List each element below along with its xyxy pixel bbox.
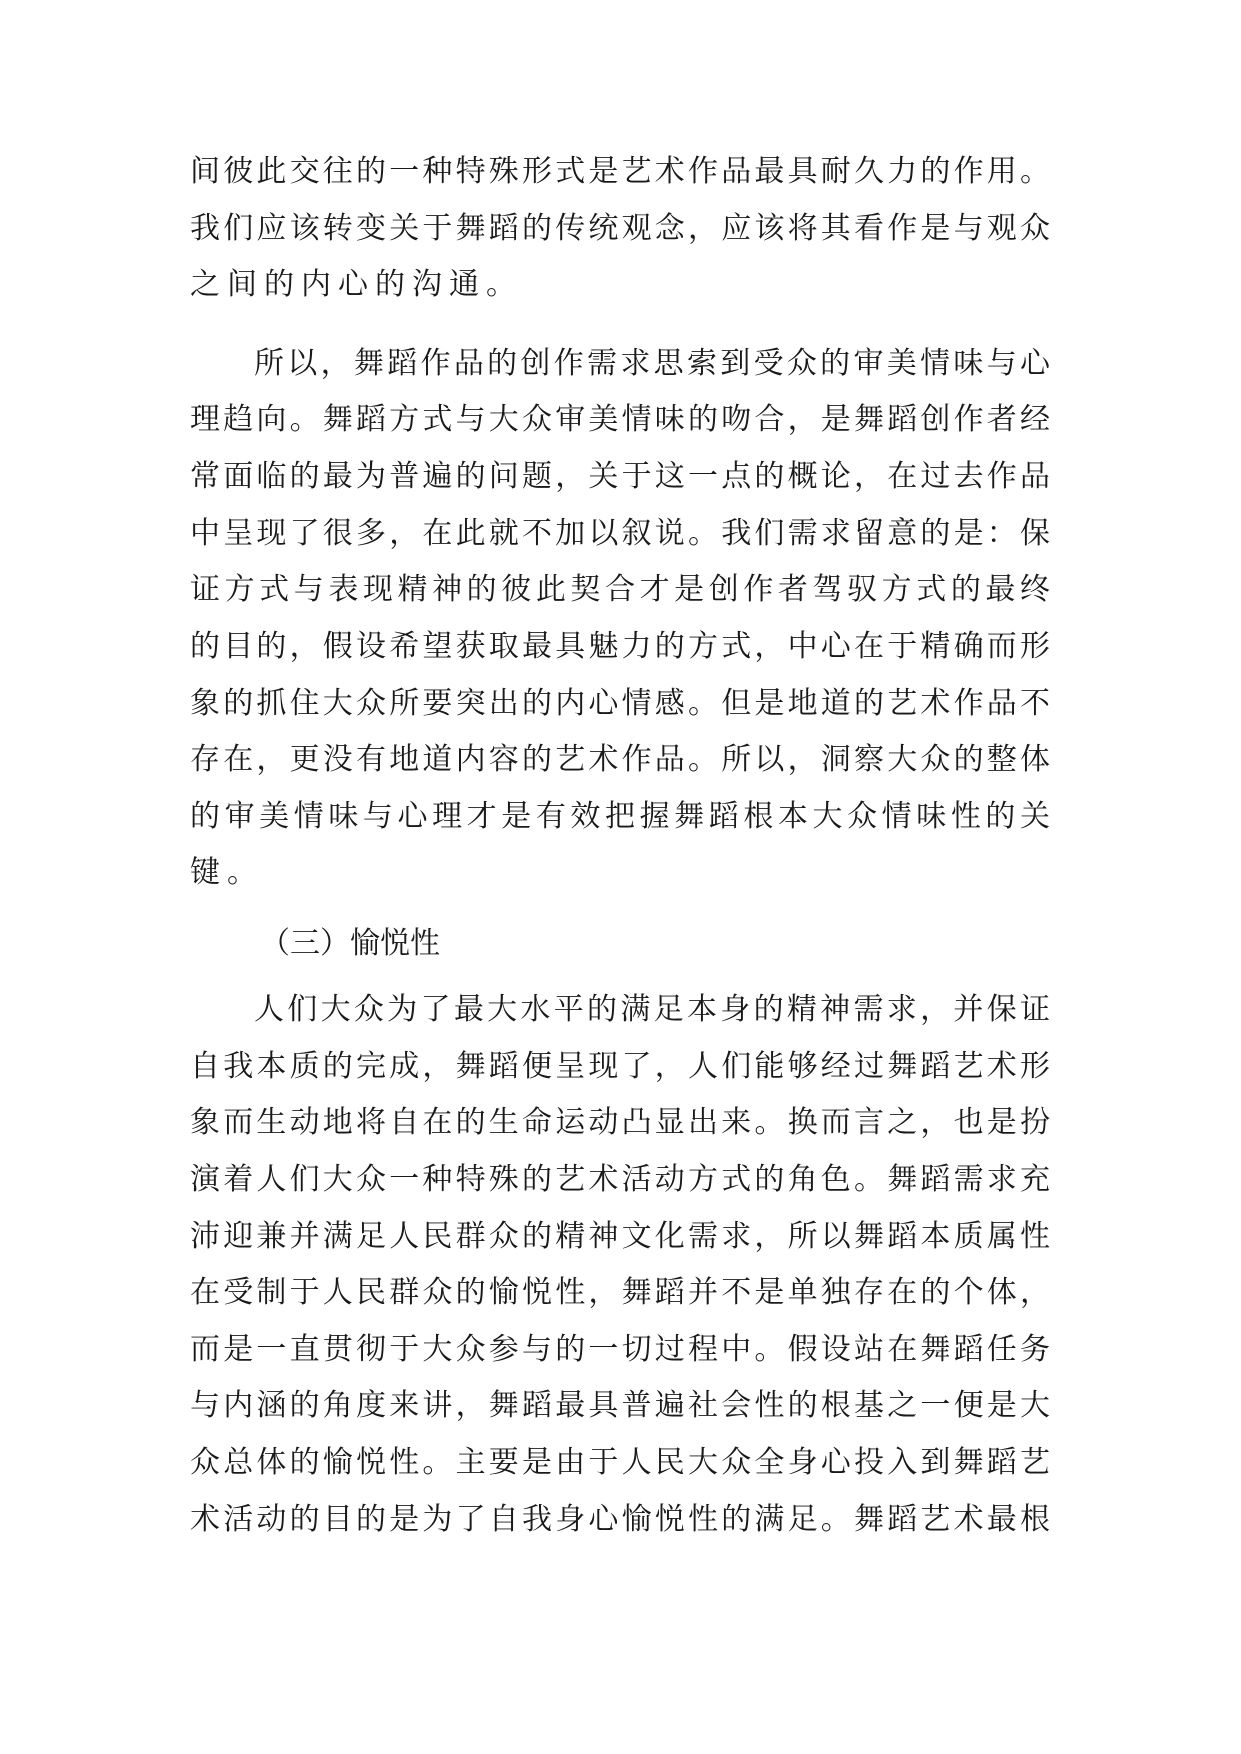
text-line: 而是一直贯彻于大众参与的一切过程中。假设站在舞蹈任务 xyxy=(190,1332,1050,1367)
text-line: 之间的内心的沟通。 xyxy=(190,267,523,302)
text-line: 的目的，假设希望获取最具魅力的方式，中心在于精确而形 xyxy=(190,629,1050,664)
text-line: 存在，更没有地道内容的艺术作品。所以，洞察大众的整体 xyxy=(190,742,1050,777)
text-line: 常面临的最为普遍的问题，关于这一点的概论，在过去作品 xyxy=(190,459,1050,494)
text-line: 键。 xyxy=(190,855,264,890)
text-line: 我们应该转变关于舞蹈的传统观念，应该将其看作是与观众 xyxy=(190,211,1050,246)
text-line: 与内涵的角度来讲，舞蹈最具普遍社会性的根基之一便是大 xyxy=(190,1388,1050,1423)
text-line: 理趋向。舞蹈方式与大众审美情味的吻合，是舞蹈创作者经 xyxy=(190,402,1050,437)
section-heading: （三）愉悦性 xyxy=(260,926,440,961)
text-line: 人们大众为了最大水平的满足本身的精神需求，并保证 xyxy=(254,992,1050,1027)
text-line: 演着人们大众一种特殊的艺术活动方式的角色。舞蹈需求充 xyxy=(190,1162,1050,1197)
text-line: 中呈现了很多，在此就不加以叙说。我们需求留意的是：保 xyxy=(190,516,1050,551)
text-line: 的审美情味与心理才是有效把握舞蹈根本大众情味性的关 xyxy=(190,799,1050,834)
text-line: 证方式与表现精神的彼此契合才是创作者驾驭方式的最终 xyxy=(190,572,1050,607)
text-line: 众总体的愉悦性。主要是由于人民大众全身心投入到舞蹈艺 xyxy=(190,1445,1050,1480)
text-line: 沛迎兼并满足人民群众的精神文化需求，所以舞蹈本质属性 xyxy=(190,1219,1050,1254)
text-line: 在受制于人民群众的愉悦性，舞蹈并不是单独存在的个体， xyxy=(190,1275,1050,1310)
text-line: 象而生动地将自在的生命运动凸显出来。换而言之，也是扮 xyxy=(190,1105,1050,1140)
text-line: 自我本质的完成，舞蹈便呈现了，人们能够经过舞蹈艺术形 xyxy=(190,1049,1050,1084)
text-line: 所以，舞蹈作品的创作需求思索到受众的审美情味与心 xyxy=(254,346,1050,381)
text-line: 象的抓住大众所要突出的内心情感。但是地道的艺术作品不 xyxy=(190,686,1050,721)
text-line: 术活动的目的是为了自我身心愉悦性的满足。舞蹈艺术最根 xyxy=(190,1502,1050,1537)
text-line: 间彼此交往的一种特殊形式是艺术作品最具耐久力的作用。 xyxy=(190,154,1050,189)
